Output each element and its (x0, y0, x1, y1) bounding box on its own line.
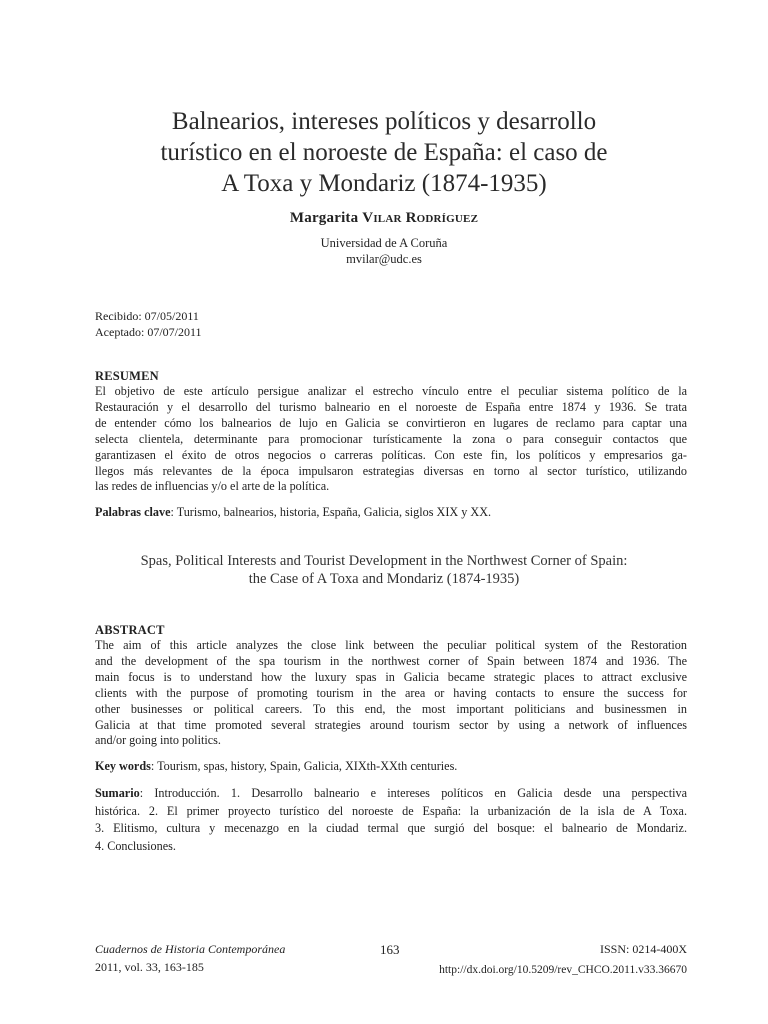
resumen-line: selecta clientela, determinante para promocionar turísticamente la zona o para conseguir contactos que (95, 431, 687, 446)
english-title (60, 552, 708, 588)
author-first-name: Margarita (289, 210, 359, 226)
issn: ISSN: 0214-400X (599, 942, 687, 956)
accepted-date: Aceptado: 07/07/2011 (95, 324, 202, 339)
abstract-line: clients with the purpose of promoting tourism in the area or having contacts to ensure the success for (95, 685, 687, 700)
doi-link[interactable]: http://dx.doi.org/10.5209/rev_CHCO.2011.v33.36670 (439, 964, 687, 976)
journal-name: Cuadernos de Historia Contemporánea (95, 942, 286, 956)
sumario-line-1 (95, 785, 687, 803)
sumario-label: Sumario (95, 786, 140, 800)
palabras-clave (95, 505, 687, 521)
journal-volume: 2011, vol. 33, 163-185 (95, 960, 204, 974)
university: Universidad de A Coruña (320, 236, 448, 250)
abstract-heading: ABSTRACT (95, 623, 165, 637)
sumario-line: 3. Elitismo, cultura y mecenazgo en la ciudad termal que surgió del bosque: el balneario de Mondariz. (95, 821, 687, 836)
key-words (95, 759, 687, 775)
resumen-section (95, 369, 687, 495)
email: mvilar@udc.es (346, 252, 422, 266)
resumen-line: de entender cómo los balnearios de lujo en Galicia se convirtieron en lugares de reclamo para captar una (95, 415, 687, 430)
author-last-name: Vilar Rodríguez (362, 210, 479, 226)
title-line: Balnearios, intereses políticos y desarrollo (171, 108, 597, 135)
sumario (95, 785, 687, 855)
key-words-label: Key words (95, 759, 151, 773)
key-words-text: : Tourism, spas, history, Spain, Galicia, XIXth-XXth centuries. (150, 759, 458, 773)
abstract-line: and the development of the spa tourism in the northwest corner of Spain between 1874 and 1936. The (95, 653, 687, 668)
abstract-line: main focus is to understand how the luxury spas in Galicia became strategic places to attract exclusive (95, 669, 687, 684)
abstract-line: other businesses or political careers. To this end, the most important politicians and businessmen in (95, 701, 687, 716)
english-title-line: the Case of A Toxa and Mondariz (1874-1935) (248, 571, 520, 587)
resumen-heading: RESUMEN (95, 369, 159, 383)
palabras-clave-label: Palabras clave (95, 505, 171, 519)
sumario-text: : Introducción. 1. Desarrollo balneario e intereses políticos en Galicia desde una perspectiva (139, 786, 687, 800)
affiliation (0, 235, 768, 267)
abstract-body (95, 638, 687, 749)
palabras-clave-text: : Turismo, balnearios, historia, España, Galicia, siglos XIX y XX. (170, 505, 492, 519)
title-line: turístico en el noroeste de España: el caso de (160, 139, 608, 166)
submission-dates (95, 309, 202, 340)
author-name (0, 210, 768, 227)
sumario-line: histórica. 2. El primer proyecto turístico del noroeste de España: la urbanización de la isla de A Toxa. (95, 803, 687, 818)
abstract-line: Galicia at that time promoted several strategies around tourism sector by using a network of influences (95, 717, 687, 732)
resumen-line: llegos más relevantes de la época impulsaron estrategias diversas en torno al sector turístico, utilizando (95, 463, 687, 478)
resumen-line: las redes de influencias y/o el arte de la política. (95, 479, 330, 494)
sumario-line: 4. Conclusiones. (95, 838, 176, 853)
abstract-line: The aim of this article analyzes the close link between the peculiar political system of the Restoration (95, 638, 687, 652)
abstract-line: and/or going into politics. (95, 733, 221, 748)
page-number: 163 (380, 942, 400, 957)
title-line: A Toxa y Mondariz (1874-1935) (221, 170, 547, 197)
resumen-line: Restauración y el desarrollo del turismo balneario en el noroeste de España entre 1874 y 1936. Se trata (95, 399, 687, 414)
abstract-section (95, 623, 687, 749)
resumen-line: El objetivo de este artículo persigue analizar el estrecho vínculo entre el peculiar sistema político de la (95, 384, 687, 398)
resumen-line: garantizasen el éxito de otros negocios o carreras políticas. Con este fin, los políticos y empresarios ga- (95, 447, 687, 462)
article-title (60, 106, 708, 199)
resumen-body (95, 384, 687, 495)
received-date: Recibido: 07/05/2011 (95, 309, 199, 323)
english-title-line: Spas, Political Interests and Tourist Development in the Northwest Corner of Spain: (140, 553, 628, 569)
